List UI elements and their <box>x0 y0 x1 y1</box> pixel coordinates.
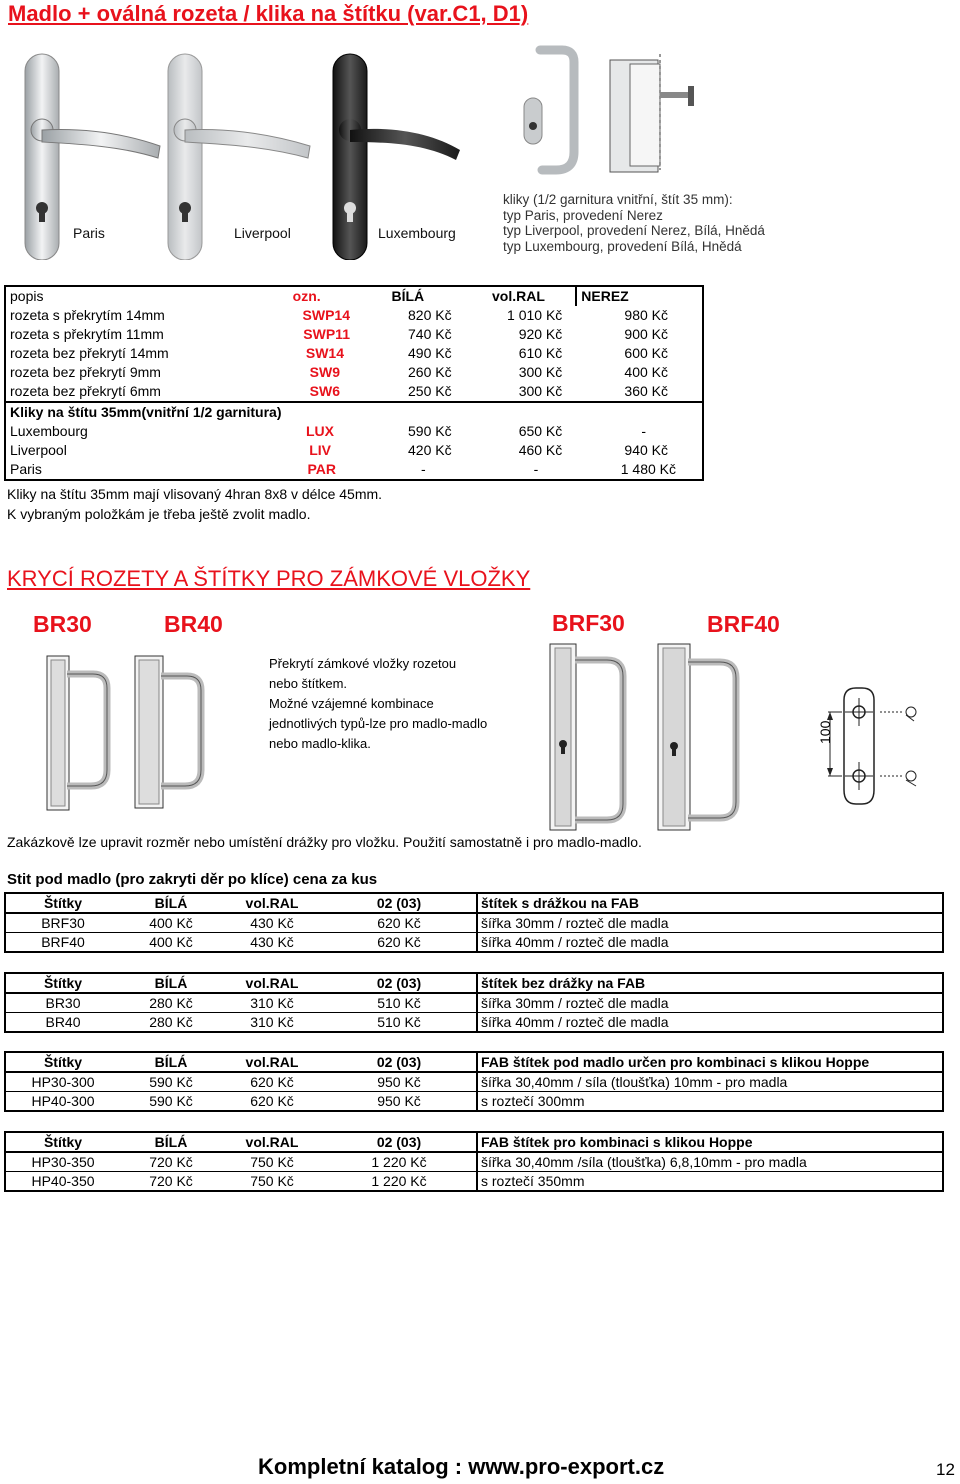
header-volral: vol.RAL <box>245 895 299 911</box>
cell-nerez: 360 Kč <box>624 383 668 399</box>
cell-bila: 400 Kč <box>149 934 193 950</box>
label-brf30: BRF30 <box>552 610 625 636</box>
cell-ozn: SW9 <box>309 364 340 380</box>
cell-volral: 650 Kč <box>518 423 563 439</box>
table-row <box>5 1072 943 1092</box>
table-header-row <box>5 973 943 993</box>
cell-desc: šířka 40mm / rozteč dle madla <box>481 1014 669 1030</box>
header-bila: BÍLÁ <box>154 1134 188 1150</box>
table-row <box>5 933 943 953</box>
cell-ozn: LUX <box>306 423 334 439</box>
cell-nerez: 940 Kč <box>624 442 668 458</box>
cell-volral: 750 Kč <box>250 1154 294 1170</box>
note-madlo: K vybraným položkám je třeba ještě zvolit madlo. <box>7 506 311 522</box>
cell-popis: Liverpool <box>10 442 67 458</box>
cell-popis: rozeta s překrytím 11mm <box>10 326 164 342</box>
table-row <box>5 1172 943 1192</box>
cell-popis: Paris <box>10 461 42 477</box>
info-line: typ Liverpool, provedení Nerez, Bílá, Hnědá <box>503 223 765 238</box>
header-volral: vol.RAL <box>245 1054 299 1070</box>
cell-volral: 430 Kč <box>250 915 294 931</box>
table-row <box>5 1092 943 1112</box>
door-handle-drawing <box>510 40 700 180</box>
cell-bila: 400 Kč <box>149 915 193 931</box>
cell-bila: 280 Kč <box>149 1014 193 1030</box>
table-header-row <box>5 1052 943 1072</box>
cell-ozn: SWP11 <box>303 326 350 342</box>
label-brf40: BRF40 <box>707 611 780 637</box>
cell-bila: 280 Kč <box>149 995 193 1011</box>
stit-table-brf <box>4 892 944 953</box>
cell-bila: - <box>420 461 426 477</box>
cell-bila: 250 Kč <box>408 383 452 399</box>
header-stitky: Štítky <box>43 1134 83 1150</box>
header-ozn: ozn. <box>292 288 321 304</box>
header-02: 02 (03) <box>322 893 477 913</box>
header-volral: vol.RAL <box>245 1134 299 1150</box>
label-br30: BR30 <box>33 611 92 637</box>
plate-info-line: jednotlivých typů-lze pro madlo-madlo <box>269 716 488 731</box>
cell-bila: 590 Kč <box>149 1093 193 1109</box>
cell-ozn: SWP14 <box>302 307 350 323</box>
header-stitky: Štítky <box>43 1054 83 1070</box>
info-line: kliky (1/2 garnitura vnitřní, štít 35 mm): <box>503 192 733 207</box>
cell-popis: rozeta s překrytím 14mm <box>10 307 165 323</box>
table-row <box>5 1013 943 1033</box>
header-nerez: NEREZ <box>581 288 629 304</box>
cell-nerez: 1 480 Kč <box>620 461 676 477</box>
cell-stitky: BRF30 <box>41 915 85 931</box>
cell-nerez: 980 Kč <box>624 307 668 323</box>
header-desc: štítek s drážkou na FAB <box>481 895 639 911</box>
price-table <box>4 285 704 481</box>
plate-info-line: nebo štítkem. <box>269 676 348 691</box>
cell-ozn: LIV <box>309 442 331 458</box>
cell-popis: Luxembourg <box>10 423 88 439</box>
header-popis: popis <box>10 288 44 304</box>
handle-label-liverpool: Liverpool <box>234 225 291 241</box>
page-title: Madlo + oválná rozeta / klika na štítku (var.C1, D1) <box>8 1 529 26</box>
label-br40: BR40 <box>164 611 223 637</box>
cell-bila: 590 Kč <box>149 1074 193 1090</box>
cell-bila: 820 Kč <box>408 307 452 323</box>
cell-desc: šířka 30,40mm / síla (tloušťka) 10mm - pro madla <box>481 1074 788 1090</box>
cell-bila: 420 Kč <box>408 442 452 458</box>
br40-plate-drawing <box>133 652 213 812</box>
info-line: typ Luxembourg, provedení Bílá, Hnědá <box>503 238 742 254</box>
cell-stitky: HP30-350 <box>31 1154 95 1170</box>
cell-volral: 750 Kč <box>250 1173 294 1189</box>
brf30-plate-drawing <box>545 640 635 835</box>
header-02: 02 (03) <box>322 1132 477 1152</box>
cell-stitky: HP30-300 <box>31 1074 95 1090</box>
header-desc: FAB štítek pro kombinaci s klikou Hoppe <box>481 1134 753 1150</box>
cell-stitky: BR30 <box>45 995 81 1011</box>
table-row <box>5 306 703 325</box>
custom-note: Zakázkově lze upravit rozměr nebo umístění drážky pro vložku. Použití samostatně i pro madlo-madlo. <box>7 834 642 850</box>
stit-heading: Stit pod madlo (pro zakryti děr po klíce) cena za kus <box>7 871 378 888</box>
table-row <box>5 1152 943 1172</box>
cell-nerez: 900 Kč <box>624 326 668 342</box>
cell-ozn: PAR <box>307 461 336 477</box>
cell-volral: 1 010 Kč <box>507 307 563 323</box>
dimension-label: 100 <box>817 720 833 744</box>
cell-desc: s roztečí 350mm <box>481 1173 585 1189</box>
header-volral: vol.RAL <box>245 975 299 991</box>
cell-02: 1 220 Kč <box>322 1152 477 1172</box>
table-row <box>5 460 703 480</box>
brf40-plate-drawing <box>650 640 750 835</box>
cell-stitky: BR40 <box>45 1014 81 1030</box>
header-desc: štítek bez drážky na FAB <box>481 975 646 991</box>
cell-02: 510 Kč <box>322 1013 477 1033</box>
header-02: 02 (03) <box>322 973 477 993</box>
footer-catalog-link[interactable]: Kompletní katalog : www.pro-export.cz <box>258 1454 665 1479</box>
header-stitky: Štítky <box>43 975 83 991</box>
cell-bila: 490 Kč <box>408 345 452 361</box>
cell-volral: 620 Kč <box>250 1093 294 1109</box>
cell-volral: 300 Kč <box>518 383 563 399</box>
cell-desc: šířka 40mm / rozteč dle madla <box>481 934 669 950</box>
cell-desc: šířka 30mm / rozteč dle madla <box>481 915 669 931</box>
br30-plate-drawing <box>45 652 115 812</box>
plate-info-line: Možné vzájemné kombinace <box>269 696 434 711</box>
cell-bila: 720 Kč <box>149 1154 193 1170</box>
cell-volral: 920 Kč <box>518 326 563 342</box>
header-stitky: Štítky <box>43 895 83 911</box>
cell-ozn: SW14 <box>305 345 344 361</box>
cell-nerez: - <box>641 423 646 439</box>
table-row <box>5 913 943 933</box>
handle-label-paris: Paris <box>73 225 105 241</box>
header-bila: BÍLÁ <box>154 895 188 911</box>
header-bila: BÍLÁ <box>391 288 425 304</box>
header-02: 02 (03) <box>322 1052 477 1072</box>
info-line: typ Paris, provedení Nerez <box>503 207 663 223</box>
stit-table-hp350 <box>4 1131 944 1192</box>
cell-02: 510 Kč <box>322 993 477 1013</box>
cell-desc: šířka 30mm / rozteč dle madla <box>481 995 669 1011</box>
cell-stitky: HP40-350 <box>31 1173 95 1189</box>
table-row <box>5 441 703 460</box>
cell-bila: 590 Kč <box>408 423 452 439</box>
cell-02: 950 Kč <box>322 1092 477 1112</box>
cell-volral: 610 Kč <box>518 345 563 361</box>
cell-bila: 720 Kč <box>149 1173 193 1189</box>
technical-drawing <box>790 680 930 810</box>
kliky-info <box>503 192 765 254</box>
cell-stitky: BRF40 <box>41 934 85 950</box>
table-row <box>5 344 703 363</box>
header-bila: BÍLÁ <box>154 1054 188 1070</box>
cell-volral: 430 Kč <box>250 934 294 950</box>
cell-nerez: 400 Kč <box>624 364 668 380</box>
kliky-subheader: Kliky na štítu 35mm(vnitřní 1/2 garnitura) <box>5 402 703 422</box>
cell-popis: rozeta bez překrytí 6mm <box>10 383 161 399</box>
table-row <box>5 363 703 382</box>
stit-table-hp300 <box>4 1051 944 1112</box>
header-volral: vol.RAL <box>462 286 577 306</box>
table-subheader-row <box>5 402 703 422</box>
table-header-row <box>5 286 703 306</box>
table-row <box>5 422 703 441</box>
cell-02: 1 220 Kč <box>322 1172 477 1192</box>
plate-info-line: Překrytí zámkové vložky rozetou <box>269 656 457 671</box>
header-bila: BÍLÁ <box>154 975 188 991</box>
stit-table-br <box>4 972 944 1033</box>
plate-info-line: nebo madlo-klika. <box>269 736 371 751</box>
cell-volral: 300 Kč <box>518 364 563 380</box>
cell-desc: šířka 30,40mm /síla (tloušťka) 6,8,10mm - pro madla <box>481 1154 807 1170</box>
cell-volral: 310 Kč <box>250 1014 294 1030</box>
table-row <box>5 382 703 402</box>
table-row <box>5 993 943 1013</box>
note-kliky: Kliky na štítu 35mm mají vlisovaný 4hran 8x8 v délce 45mm. <box>7 486 383 502</box>
cell-02: 620 Kč <box>322 933 477 953</box>
page-number: 12 <box>936 1460 955 1479</box>
handle-label-luxembourg: Luxembourg <box>378 225 456 241</box>
cell-popis: rozeta bez překrytí 14mm <box>10 345 169 361</box>
table-header-row <box>5 1132 943 1152</box>
table-row <box>5 325 703 344</box>
cell-volral: - <box>533 461 539 477</box>
cell-02: 620 Kč <box>322 913 477 933</box>
section-title: KRYCÍ ROZETY A ŠTÍTKY PRO ZÁMKOVÉ VLOŽKY <box>7 566 531 591</box>
cell-ozn: SW6 <box>309 383 340 399</box>
cell-bila: 740 Kč <box>408 326 452 342</box>
cell-bila: 260 Kč <box>408 364 452 380</box>
cell-nerez: 600 Kč <box>624 345 668 361</box>
table-header-row <box>5 893 943 913</box>
cell-desc: s roztečí 300mm <box>481 1093 585 1109</box>
cell-volral: 310 Kč <box>250 995 294 1011</box>
cell-stitky: HP40-300 <box>31 1093 95 1109</box>
cell-volral: 460 Kč <box>518 442 563 458</box>
cell-02: 950 Kč <box>322 1072 477 1092</box>
plate-info <box>269 654 487 754</box>
header-desc: FAB štítek pod madlo určen pro kombinaci s klikou Hoppe <box>481 1054 870 1070</box>
cell-volral: 620 Kč <box>250 1074 294 1090</box>
cell-popis: rozeta bez překrytí 9mm <box>10 364 161 380</box>
